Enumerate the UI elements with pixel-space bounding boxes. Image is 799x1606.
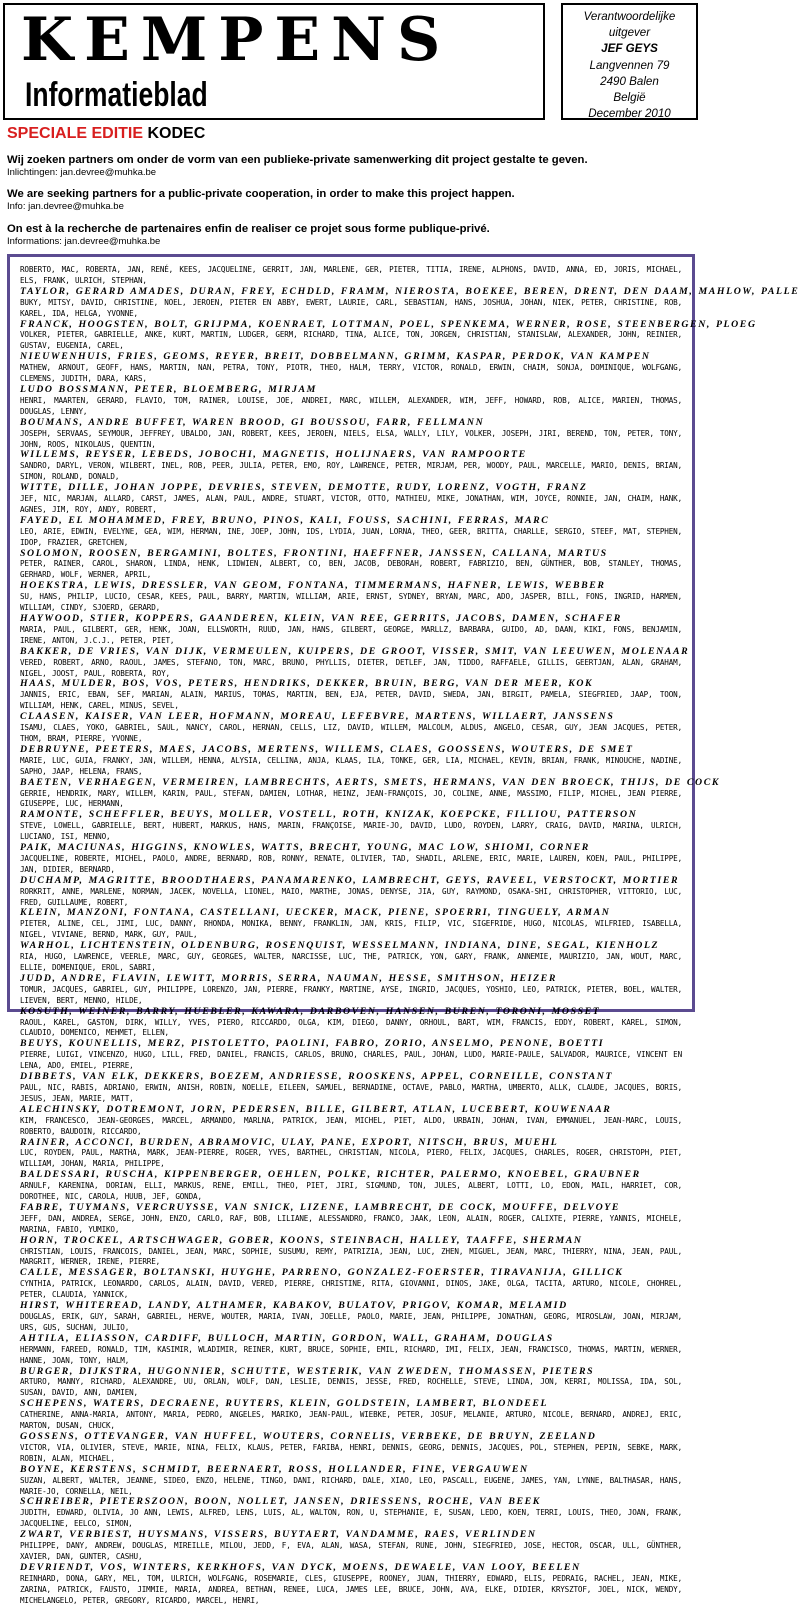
info-contact: Info: jan.devree@muhka.be	[7, 201, 124, 212]
printed-names-line: HERMANN, FAREED, RONALD, TIM, KASIMIR, WLADIMIR, REINER, KURT, BRUCE, SOPHIE, EMIL, RICHARD, IMI, FELIX, JEAN, FRANCISCO, THOMAS, MARTIN, WERNER, HANNE, JOAN, TONY, HALM,	[20, 1344, 682, 1365]
printed-names-line: CHRISTIAN, LOUIS, FRANCOIS, DANIEL, JEAN, MARC, SOPHIE, SUSUMU, REMY, PATRIZIA, JEAN, LUC, ZHEN, MIGUEL, JEAN, MARC, THIERRY, NINA, JEAN, PAUL, MARGRIT, WERNER, IRENE, PIERRE,	[20, 1246, 682, 1267]
handwritten-names-line: WILLEMS, REYSER, LEBEDS, JOBOCHI, MAGNETIS, HOLIJNAERS, VAN RAMPOORTE	[20, 449, 527, 461]
edition-name: KODEC	[147, 125, 206, 142]
publisher-country: België	[613, 91, 646, 105]
edition-label: SPECIALE EDITIE	[7, 125, 144, 142]
publisher-role: Verantwoordelijke uitgever	[583, 10, 676, 40]
printed-names-line: MARIA, PAUL, GILBERT, GER, HENK, JOAN, ELLSWORTH, RUUD, JAN, HANS, GILBERT, GEORGE, MARLLZ, BARBARA, GUIDO, AD, DAAN, KIKI, FONS, BENJAMIN, IRENE, ANTON, J.C.J., PETER, PIET,	[20, 624, 682, 645]
handwritten-names-line: FABRE, TUYMANS, VERCRUYSSE, VAN SNICK, LIZENE, LAMBRECHT, DE COCK, MOUFFE, DELVOYE	[20, 1201, 620, 1213]
masthead-title: KEMPENS	[21, 5, 452, 75]
names-list-box	[7, 254, 799, 1605]
publisher-name: JEF GEYS	[601, 42, 658, 56]
handwritten-names-line: HOEKSTRA, LEWIS, DRESSLER, VAN GEOM, FONTANA, TIMMERMANS, HAFNER, LEWIS, WEBBER	[20, 580, 606, 592]
printed-names-line: PETER, RAINER, CAROL, SHARON, LINDA, HENK, LIDWIEN, ALBERT, CO, BEN, JACOB, DEBORAH, ROBERT, FABRIZIO, BEN, GÜNTHER, BOB, STANLEY, THOMAS, GERHARD, WOLF, WERNER, APRIL,	[20, 559, 682, 580]
info-block-french	[7, 222, 697, 248]
info-text: We are seeking partners for a public-private cooperation, in order to make this project happen.	[7, 188, 515, 200]
handwritten-names-line: DIBBETS, VAN ELK, DEKKERS, BOEZEM, ANDRIESSE, ROOSKENS, APPEL, CORNEILLE, CONSTANT	[20, 1071, 614, 1083]
printed-names-line: PAUL, NIC, RABIS, ADRIANO, ERWIN, ANISH, ROBIN, NOELLE, EILEEN, SAMUEL, BERNADINE, OCTAVE, PABLO, MARTHA, UMBERTO, ALLK, CLAUDE, JACQUES, BORIS, JESUS, JEAN, MARIE, MATT,	[20, 1082, 682, 1103]
printed-names-line: VICTOR, VIA, OLIVIER, STEVE, MARIE, NINA, FELIX, KLAUS, PETER, FARIBA, HENRI, DENNIS, GEORG, DENNIS, JACQUES, POL, STEPHEN, PEPIN, SEBKE, MARK, ROBIN, ALAN, MICHAEL,	[20, 1442, 682, 1463]
handwritten-names-line: DEBRUYNE, PEETERS, MAES, JACOBS, MERTENS, WILLEMS, CLAES, GOOSSENS, WOUTERS, DE SMET	[20, 743, 634, 755]
printed-names-line: DOUGLAS, ERIK, GUY, SARAH, GABRIEL, HERVE, WOUTER, MARIA, IVAN, JOELLE, PAOLO, MARIE, JEAN, PHILIPPE, JONATHAN, GEORG, MIROSLAW, JOAN, MIRJAM, URS, GUS, SUCHAN, JULIO,	[20, 1312, 682, 1332]
printed-names-line: SANDRO, DARYL, VERON, WILBERT, INEL, ROB, PEER, JULIA, PETER, EMO, ROY, LAWRENCE, PETER, MIRJAM, PER, WOODY, PAUL, MARCELLE, MARIO, DENIS, BRIAN, SIMON, ROLAND, DONALD,	[20, 461, 682, 482]
printed-names-line: RAOUL, KAREL, GASTON, DIRK, WILLY, YVES, PIERO, RICCARDO, OLGA, KIM, DIEGO, DANNY, ORHOUL, BART, WIM, FRANCIS, EDDY, ROBERT, KAREL, SIMON, CLAUDIO, DOMENICO, MEHMET, ELLEN,	[20, 1017, 682, 1038]
publisher-city: 2490 Balen	[600, 74, 659, 88]
printed-names-line: MATHEW, ARNOUT, GEOFF, HANS, MARTIN, NAN, PETRA, TONY, PIOTR, THEO, HALM, TERRY, VICTOR, RONALD, ERWIN, CHAIM, SONJA, DOMINIQUE, WOLFGANG, CLEMENS, JUDITH, DARA, KARS,	[20, 363, 682, 384]
names-list	[20, 265, 799, 1606]
handwritten-names-line: LUDO BOSSMANN, PETER, BLOEMBERG, MIRJAM	[20, 383, 317, 395]
handwritten-names-line: WARHOL, LICHTENSTEIN, OLDENBURG, ROSENQUIST, WESSELMANN, INDIANA, DINE, SEGAL, KIENHOLZ	[20, 940, 660, 952]
printed-names-line: STEVE, LOWELL, GABRIELLE, BERT, HUBERT, MARKUS, HANS, MARIN, FRANÇOISE, MARIE-JO, DAVID, LUDO, ROYDEN, LARRY, CRAIG, DAVID, MARINA, ULRICH, LUCIANO, ISI, MENNO,	[20, 821, 682, 842]
masthead-subtitle: Informatieblad	[25, 76, 208, 114]
printed-names-line: HENRI, MAARTEN, GERARD, FLAVIO, TOM, RAINER, LOUISE, JOE, ANDREI, MARC, WILLEM, ALEXANDER, WIM, JEFF, HOWARD, ROB, ALICE, MARIEN, THOMAS, DOUGLAS, LENNY,	[20, 395, 682, 416]
printed-names-line: ROBERTO, MAC, ROBERTA, JAN, RENÉ, KEES, JACQUELINE, GERRIT, JAN, MARLENE, GER, PIETER, TITIA, IRENE, ALPHONS, DAVID, ANNA, ED, JORIS, MICHAEL, ELS, FRANK, ULRICH, STEPHAN,	[20, 265, 682, 285]
info-contact: Inlichtingen: jan.devree@muhka.be	[7, 167, 157, 178]
printed-names-line: ARTURO, MANNY, RICHARD, ALEXANDRE, UU, ORLAN, WOLF, DAN, LESLIE, DENNIS, JESSE, FRED, ROCHELLE, STEVE, LINDA, JON, KERRI, MOLISSA, IDA, SOL, SUSAN, DAVID, ANN, DAMIEN,	[20, 1377, 682, 1398]
printed-names-line: MARIE, LUC, GUIA, FRANKY, JAN, WILLEM, HENNA, ALYSIA, CELLINA, ANJA, KLAAS, ILA, TONKE, GER, LIA, MICHAEL, KEVIN, BRIAN, FRANK, MINOUCHE, NADINE, SAPHO, JAAP, HELENA, FRANS,	[20, 755, 682, 776]
handwritten-names-line: GOSSENS, OTTEVANGER, VAN HUFFEL, WOUTERS, CORNELIS, VERBEKE, DE BRUYN, ZEELAND	[20, 1430, 597, 1442]
handwritten-names-line: FAYED, EL MOHAMMED, FREY, BRUNO, PINOS, KALI, FOUSS, SACHINI, FERRAS, MARC	[20, 514, 550, 526]
printed-names-line: JIMMIE, MARIA, ANDREA, BETHAN, RENEE, LUCA, JAMES LEE, BRUCE, JOHN, AVA, ELKE, DIDIER, KRYSZTOF, JOEL, NICK, WENDY, MICHELANGELO, PETER, GREGORY, RICARDO, MARCEL, HENRI,	[20, 1584, 682, 1605]
info-text: On est à la recherche de partenaires enfin de realiser ce projet sous forme publique-privé.	[7, 223, 490, 235]
printed-names-line: LEO, ARIE, EDWIN, EVELYNE, GEA, WIM, HERMAN, INE, JOEP, JOHN, IDS, LYDIA, JUAN, LORNA, THEO, GEER, BRITTA, CHARLLE, SERGIO, STEEF, MAT, STEPHEN, IDOP, FRAZIER, GRETCHEN,	[20, 526, 682, 547]
handwritten-names-line: AHTILA, ELIASSON, CARDIFF, BULLOCH, MARTIN, GORDON, WALL, GRAHAM, DOUGLAS	[20, 1332, 554, 1344]
handwritten-names-line: RAINER, ACCONCI, BURDEN, ABRAMOVIC, ULAY, PANE, EXPORT, NITSCH, BRUS, MUEHL	[20, 1136, 559, 1148]
handwritten-names-line: BURGER, DIJKSTRA, HUGONNIER, SCHUTTE, WESTERIK, VAN ZWEDEN, THOMASSEN, PIETERS	[20, 1365, 595, 1377]
printed-names-line: JOSEPH, SERVAAS, SEYMOUR, JEFFREY, UBALDO, JAN, ROBERT, KEES, JEROEN, NIELS, ELSA, WALLY, LILY, VOLKER, JOSEPH, JIRI, BEREND, TON, PETER, TONY, JOHN, ROOS, NIKOLAUS, QUENTIN,	[20, 428, 682, 449]
handwritten-names-line: DUCHAMP, MAGRITTE, BROODTHAERS, PANAMARENKO, LAMBRECHT, GEYS, RAVEEL, VERSTOCKT, MORTIER	[20, 874, 680, 886]
masthead	[3, 3, 545, 120]
info-block-dutch	[7, 153, 697, 179]
handwritten-names-line: JUDD, ANDRE, FLAVIN, LEWITT, MORRIS, SERRA, NAUMAN, HESSE, SMITHSON, HEIZER	[20, 972, 557, 984]
handwritten-names-line: TAYLOR, GERARD AMADES, DURAN, FREY, ECHDLD, FRAMM, NIEROSTA, BOEKEE, BEREN, DRENT, DEN DAAM, MAHLOW, PALLE	[20, 285, 799, 297]
printed-names-line: JEF, NIC, MARJAN, ALLARD, CARST, JAMES, ALAN, PAUL, ANDRE, STUART, VICTOR, OTTO, MATHIEU, MIKE, JONATHAN, WIM, JOYCE, RONNIE, JAN, CHAIM, HANK, AGNES, JIM, ROY, ANDY, ROBERT,	[20, 494, 682, 514]
handwritten-names-line: ALECHINSKY, DOTREMONT, JORN, PEDERSEN, BILLE, GILBERT, ATLAN, LUCEBERT, KOUWENAAR	[20, 1103, 612, 1115]
handwritten-names-line: CLAASEN, KAISER, VAN LEER, HOFMANN, MOREAU, LEFEBVRE, MARTENS, WILLAERT, JANSSENS	[20, 711, 615, 723]
printed-names-line: GERRIE, HENDRIK, MARY, WILLEM, KARIN, PAUL, STEFAN, DAMIEN, LOTHAR, HEINZ, JEAN-FRANÇOIS, JO, COLINE, ANNE, MASSIMO, FILIP, MICHEL, JEAN PIERRE, GIUSEPPE, LUC, HERMANN,	[20, 788, 682, 809]
printed-names-line: BUKY, MITSY, DAVID, CHRISTINE, NOEL, JEROEN, PIETER EN ABBY, EWERT, LAURIE, CARL, SEBASTIAN, HANS, JOSHUA, JOHAN, NIEK, PETER, CHRISTINE, ROB, KAREL, IDA, HELGA, YVONNE,	[20, 297, 682, 318]
handwritten-names-line: SCHREIBER, PIETERSZOON, BOON, NOLLET, JANSEN, DRIESSENS, ROCHE, VAN BEEK	[20, 1496, 541, 1508]
printed-names-line: VERED, ROBERT, ARNO, RAOUL, JAMES, STEFANO, TON, MARC, BRUNO, PHYLLIS, DIETER, DETLEF, JAN, TIDDO, RAFFAELE, GILLIS, GEERTJAN, ALAN, GRAHAM, NIGEL, JOOST, PAUL, ROBERTA, ROY,	[20, 657, 682, 678]
printed-names-line: LUC, ROYDEN, PAUL, MARTHA, MARK, JEAN-PIERRE, ROGER, YVES, BARTHEL, CHRISTIAN, NICOLA, PIERO, FELIX, JACQUES, CHARLES, ROGER, CHRISTOPH, PIET, WILLIAM, JOHAN, MARIA, PHILIPPE,	[20, 1148, 682, 1169]
printed-names-line: JANNIS, ERIC, EBAN, SEF, MARIAN, ALAIN, MARIUS, TOMAS, MARTIN, BEN, EJA, PETER, DAVID, SWEDA, JAN, BIRGIT, PAMELA, SIEGFRIED, JAAP, TOON, WILLIAM, HENK, CAREL, MINUS, SEVEL,	[20, 690, 682, 711]
handwritten-names-line: KOSUTH, WEINER, BARRY, HUEBLER, KAWARA, DARBOVEN, HANSEN, BUREN, TORONI, MOSSET	[20, 1005, 601, 1017]
printed-names-line: PIETER, ALINE, CEL, JIMI, LUC, DANNY, RHONDA, MONIKA, BENNY, FRANKLIN, JAN, KRIS, FILIP, VIC, SIGEFRIDE, HUGO, NICOLAS, WILFRIED, ISABELLA, NIGEL, VIVIANE, BERND, MARK, GUY, PAUL,	[20, 919, 682, 940]
handwritten-names-line: BEUYS, KOUNELLIS, MERZ, PISTOLETTO, PAOLINI, FABRO, ZORIO, ANSELMO, PENONE, BOETTI	[20, 1038, 605, 1050]
handwritten-names-line: HAAS, MULDER, BOS, VOS, PETERS, HENDRIKS, DEKKER, BRUIN, BERG, VAN DER MEER, KOK	[20, 678, 594, 690]
printed-names-line: PIERRE, LUIGI, VINCENZO, HUGO, LILL, FRED, DANIEL, FRANCIS, CARLOS, BRUNO, CHARLES, PAUL, JOHAN, LUDO, MARIE-PAULE, SALVADOR, MAURICE, VINCENT EN LENA, ADO, EMIEL, PIERRE,	[20, 1050, 682, 1071]
handwritten-names-line: HIRST, WHITEREAD, LANDY, ALTHAMER, KABAKOV, BULATOV, PRIGOV, KOMAR, MELAMID	[20, 1300, 568, 1312]
printed-names-line: JEFF, DAN, ANDREA, SERGE, JOHN, ENZO, CARLO, RAF, BOB, LILIANE, ALESSANDRO, FRANCO, JAAK, LEON, ALAIN, ROGER, CALIXTE, PIERRE, YANNIS, MICHELE, MARINA, FABIO, YUMIKO,	[20, 1213, 682, 1234]
edition-heading	[7, 124, 205, 144]
handwritten-names-line: DEVRIENDT, VOS, WINTERS, KERKHOFS, VAN DYCK, MOENS, DEWAELE, VAN LOOY, BEELEN	[20, 1561, 581, 1573]
handwritten-names-line: CALLE, MESSAGER, BOLTANSKI, HUYGHE, PARRENO, GONZALEZ-FOERSTER, TIRAVANIJA, GILLICK	[20, 1267, 624, 1279]
handwritten-names-line: HORN, TROCKEL, ARTSCHWAGER, GOBER, KOONS, STEINBACH, HALLEY, TAAFFE, SHERMAN	[20, 1234, 583, 1246]
handwritten-names-line: KLEIN, MANZONI, FONTANA, CASTELLANI, UECKER, MACK, PIENE, SPOERRI, TINGUELY, ARMAN	[20, 907, 611, 919]
printed-names-line: SU, HANS, PHILIP, LUCIO, CESAR, KEES, PAUL, BARRY, MARTIN, WILLIAM, ARIE, ERNST, SYDNEY, BRYAN, MARC, ADO, JASPER, BILL, FONS, INGRID, HARMEN, WILLIAM, CINDY, SJOERD, GERARD,	[20, 592, 682, 613]
printed-names-line: VOLKER, PIETER, GABRIELLE, ANKE, KURT, MARTIN, LUDGER, GERM, RICHARD, TINA, ALICE, TON, JORGEN, CHRISTIAN, STANISLAW, ALEXANDER, JOHN, REINIER, GUSTAV, EUGENIA, CAREL,	[20, 330, 682, 351]
publisher-date: December 2010	[588, 107, 671, 121]
printed-names-line: REINHARD, DONA, GARY, MEL, TOM, ULRICH, WOLFGANG, ROSEMARIE, CLES, GIUSEPPE, ROONEY, JUAN, THIERRY, EDWARD, ELIS, PEDRAIG, RACHEL, JEAN, MIKE, ZARINA, PATRICK, FAUSTO,	[20, 1573, 682, 1594]
printed-names-line: RORKRIT, ANNE, MARLENE, NORMAN, JACEK, NOVELLA, LIONEL, MAIO, MARTHE, JONAS, DENYSE, JIA, GUY, RAYMOND, OSAKA-SHI, CHRISTOPHER, VITTORIO, LUC, FRED, GUILLAUME, ROBERT,	[20, 886, 682, 907]
printed-names-line: SUZAN, ALBERT, WALTER, JEANNE, SIDEO, ENZO, HELENE, TINGO, DANI, RICHARD, DALE, XIAO, LEO, PASCALL, EUGENE, JAMES, YAN, LYNNE, BALTHASAR, HANS, MARIE-JO, CORNELLA, NEIL,	[20, 1475, 682, 1496]
handwritten-names-line: NIEUWENHUIS, FRIES, GEOMS, REYER, BREIT, DOBBELMANN, GRIMM, KASPAR, PERDOK, VAN KAMPEN	[20, 351, 651, 363]
handwritten-names-line: FRANCK, HOOGSTEN, BOLT, GRIJPMA, KOENRAET, LOTTMAN, POEL, SPENKEMA, WERNER, ROSE, STEENBERGEN, PLOEG	[20, 318, 757, 330]
handwritten-names-line: SOLOMON, ROOSEN, BERGAMINI, BOLTES, FRONTINI, HAEFFNER, JANSSEN, CALLANA, MARTUS	[20, 547, 608, 559]
printed-names-line: CATHERINE, ANNA-MARIA, ANTONY, MARIA, PEDRO, ANGELES, MARIKO, JEAN-PAUL, WIEBKE, PETER, JOSUF, MELANIE, ARTURO, NICOLE, BERNARD, ANDREJ, ERIC, MARTON, DUSAN, CHUCK,	[20, 1410, 682, 1431]
printed-names-line: JUDITH, EDWARD, OLIVIA, JO ANN, LEWIS, ALFRED, LENS, LUIS, AL, WALTON, RON, U, STEPHANIE, E, SUSAN, LEDO, KOEN, TERRI, LOUIS, THEO, JOAN, FRANK, JACQUELINE, EELCO, SIMON,	[20, 1508, 682, 1529]
handwritten-names-line: RAMONTE, SCHEFFLER, BEUYS, MOLLER, VOSTELL, ROTH, KNIZAK, KOEPCKE, FILLIOU, PATTERSON	[20, 809, 638, 821]
handwritten-names-line: BOYNE, KERSTENS, SCHMIDT, BEERNAERT, ROSS, HOLLANDER, FINE, VERGAUWEN	[20, 1463, 529, 1475]
info-contact: Informations: jan.devree@muhka.be	[7, 236, 161, 247]
printed-names-line: JACQUELINE, ROBERTE, MICHEL, PAOLO, ANDRE, BERNARD, ROB, RONNY, RENATE, OLIVIER, TAD, SHADIL, ARLENE, ERIC, MARIE, LAUREN, KOEN, PAUL, PHILIPPE, JAN, DIDIER, BERNARD,	[20, 853, 682, 874]
printed-names-line: RIA, HUGO, LAWRENCE, VEERLE, MARC, GUY, GEORGES, WALTER, NARCISSE, LUC, THE, PATRICK, YON, GARY, FRANK, ANNEMIE, MAURIZIO, JAN, WOUT, MARC, ELLIE, DOMENIQUE, EROL, SABRI,	[20, 952, 682, 972]
info-text: Wij zoeken partners om onder de vorm van een publieke-private samenwerking dit project gestalte te geven.	[7, 154, 588, 166]
handwritten-names-line: HAYWOOD, STIER, KOPPERS, GAANDEREN, KLEIN, VAN REE, GERRITS, JACOBS, DAMEN, SCHAFER	[20, 613, 622, 624]
handwritten-names-line: PAIK, MACIUNAS, HIGGINS, KNOWLES, WATTS, BRECHT, YOUNG, MAC LOW, SHIOMI, CORNER	[20, 842, 590, 854]
printed-names-line: CYNTHIA, PATRICK, LEONARDO, CARLOS, ALAIN, DAVID, VERED, PIERRE, CHRISTINE, RITA, GIOVANNI, DINOS, JAKE, OLGA, TACITA, ARTURO, NICOLE, CHOHREL, PETER, CLAUDIA, YANNICK,	[20, 1279, 682, 1300]
handwritten-names-line: BAETEN, VERHAEGEN, VERMEIREN, LAMBRECHTS, AERTS, SMETS, HERMANS, VAN DEN BROECK, THIJS, DE COCK	[20, 776, 720, 788]
handwritten-names-line: BOUMANS, ANDRE BUFFET, WAREN BROOD, GI BOUSSOU, FARR, FELLMANN	[20, 416, 485, 428]
handwritten-names-line: BALDESSARI, RUSCHA, KIPPENBERGER, OEHLEN, POLKE, RICHTER, PALERMO, KNOEBEL, GRAUBNER	[20, 1169, 641, 1181]
printed-names-line: KIM, FRANCESCO, JEAN-GEORGES, MARCEL, ARMANDO, MARLNA, PATRICK, JEAN, MICHEL, PIET, ALDO, URBAIN, JOHAN, IVAN, EMMANUEL, JEAN-MARC, LOUIS, ROBERTO, BAUDOIN, RICCARDO,	[20, 1115, 682, 1136]
publisher-box	[561, 3, 698, 120]
handwritten-names-line: ZWART, VERBIEST, HUYSMANS, VISSERS, BUYTAERT, VANDAMME, RAES, VERLINDEN	[20, 1529, 537, 1541]
publisher-street: Langvennen 79	[589, 58, 670, 72]
printed-names-line: ARNULF, KARENINA, DORIAN, ELLI, MARKUS, RENE, EMILL, THEO, PIET, JIRI, SIGMUND, TON, JULES, ALBERT, LOTTI, LO, EDON, MAIL, HARRIET, COR, DOROTHEE, NIC, CAROLA, HUUB, JEF, GONDA,	[20, 1181, 682, 1202]
info-block-english	[7, 187, 697, 213]
handwritten-names-line: SCHEPENS, WATERS, DECRAENE, RUYTERS, KLEIN, GOLDSTEIN, LAMBERT, BLONDEEL	[20, 1398, 549, 1410]
printed-names-line: TOMUR, JACQUES, GABRIEL, GUY, PHILIPPE, LORENZO, JAN, PIERRE, FRANKY, MARTINE, AYSE, INGRID, JACQUES, YOSHIO, LEO, PATRICK, PIETER, BOEL, WALTER, LIEVEN, BERT, MENNO, HILDE,	[20, 984, 682, 1005]
printed-names-line: PHILIPPE, DANY, ANDREW, DOUGLAS, MIREILLE, MILOU, JEDD, F, EVA, ALAN, WASA, STEFAN, RUNE, JOHN, SIEGFRIED, JOSE, HECTOR, OSCAR, ULL, GÜNTHER, XAVIER, DAN, GUNTER, CASHU,	[20, 1541, 682, 1561]
printed-names-line: ISAMU, CLAES, YOKO, GABRIEL, SAUL, NANCY, CAROL, HERNAN, CELLS, LIZ, DAVID, WILLEM, MALCOLM, ALDUS, ANGELO, CESAR, GUY, JEAN JACQUES, PETER, THOM, BRAM, PIERRE, YVONNE,	[20, 723, 682, 743]
handwritten-names-line: WITTE, DILLE, JOHAN JOPPE, DEVRIES, STEVEN, DEMOTTE, RUDY, LORENZ, VOGTH, FRANZ	[20, 482, 588, 494]
handwritten-names-line: BAKKER, DE VRIES, VAN DIJK, VERMEULEN, KUIPERS, DE GROOT, VISSER, SMIT, VAN LEEUWEN, MOLENAAR	[20, 645, 690, 657]
